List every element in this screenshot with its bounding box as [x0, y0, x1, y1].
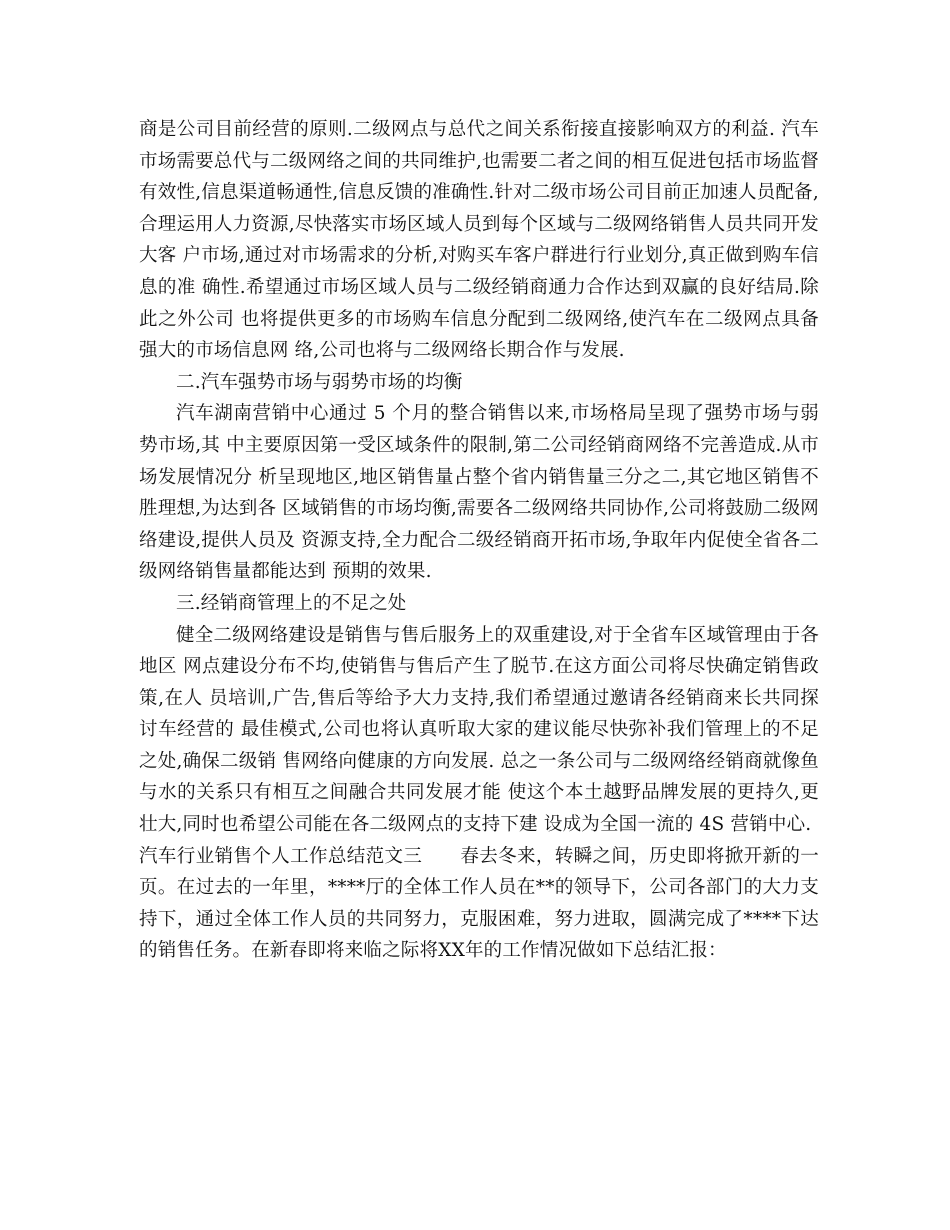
paragraph-summary-three — [139, 841, 819, 967]
paragraph-market-balance: 汽车湖南营销中心通过 5 个月的整合销售以来,市场格局呈现了强势市场与弱势市场,其 中主要原因第一受区域条件的限制,第二公司经销商网络不完善造成.从市场发展情况分 析呈现地区,地区销售量占整个省内销售量三分之二,其它地区销售不胜理想,为达到各 区域销售的市场均衡,需要各二级网络共同协作,公司将鼓励二级网络建设,提供人员及 资源支持,全力配合二级经销商开拓市场,争取年内促使全省各二级网络销售量都能达到 预期的效果. — [139, 403, 819, 583]
paragraph-network-cooperation: 商是公司目前经营的原则.二级网点与总代之间关系衔接直接影响双方的利益. 汽车市场需要总代与二级网络之间的共同维护,也需要二者之间的相互促进包括市场监督 有效性,信息渠道畅通性,信息反馈的准确性.针对二级市场公司目前正加速人员配备, 合理运用人力资源,尽快落实市场区域人员到每个区域与二级网络销售人员共同开发大客 户市场,通过对市场需求的分析,对购买车客户群进行行业划分,真正做到购车信息的准 确性.希望通过市场区域人员与二级经销商通力合作达到双赢的良好结局.除此之外公司 也将提供更多的市场购车信息分配到二级网络,使汽车在二级网点具备强大的市场信息网 络,公司也将与二级网络长期合作与发展. — [139, 119, 819, 362]
document-body — [139, 114, 819, 967]
summary-title: 汽车行业销售个人工作总结范文三 — [139, 845, 423, 867]
paragraph-dealer-management: 健全二级网络建设是销售与售后服务上的双重建设,对于全省车区域管理由于各地区 网点建设分布不均,使销售与售后产生了脱节.在这方面公司将尽快确定销售政策,在人 员培训,广告,售后等给予大力支持,我们希望通过邀请各经销商来长共同探讨车经营的 最佳模式,公司也将认真听取大家的建议能尽快弥补我们管理上的不足之处,确保二级销 售网络向健康的方向发展. 总之一条公司与二级网络经销商就像鱼与水的关系只有相互之间融合共同发展才能 使这个本土越野品牌发展的更持久,更壮大,同时也希望公司能在各二级网点的支持下建 设成为全国一流的 4S 营销中心. — [139, 624, 819, 836]
summary-opening-text: 春去冬来，转瞬之间，历史即将掀开新的一页。在过去的一年里，****厅的全体工作人员在**的领导下，公司各部门的大力支持下，通过全体工作人员的共同努力，克服困难，努力进取，圆满完成了****下达的销售任务。在新春即将来临之际将XX年的工作情况做如下总结汇报： — [139, 845, 819, 962]
section-heading-market-balance: 二.汽车强势市场与弱势市场的均衡 — [176, 371, 463, 393]
section-heading-dealer-management: 三.经销商管理上的不足之处 — [176, 592, 407, 614]
